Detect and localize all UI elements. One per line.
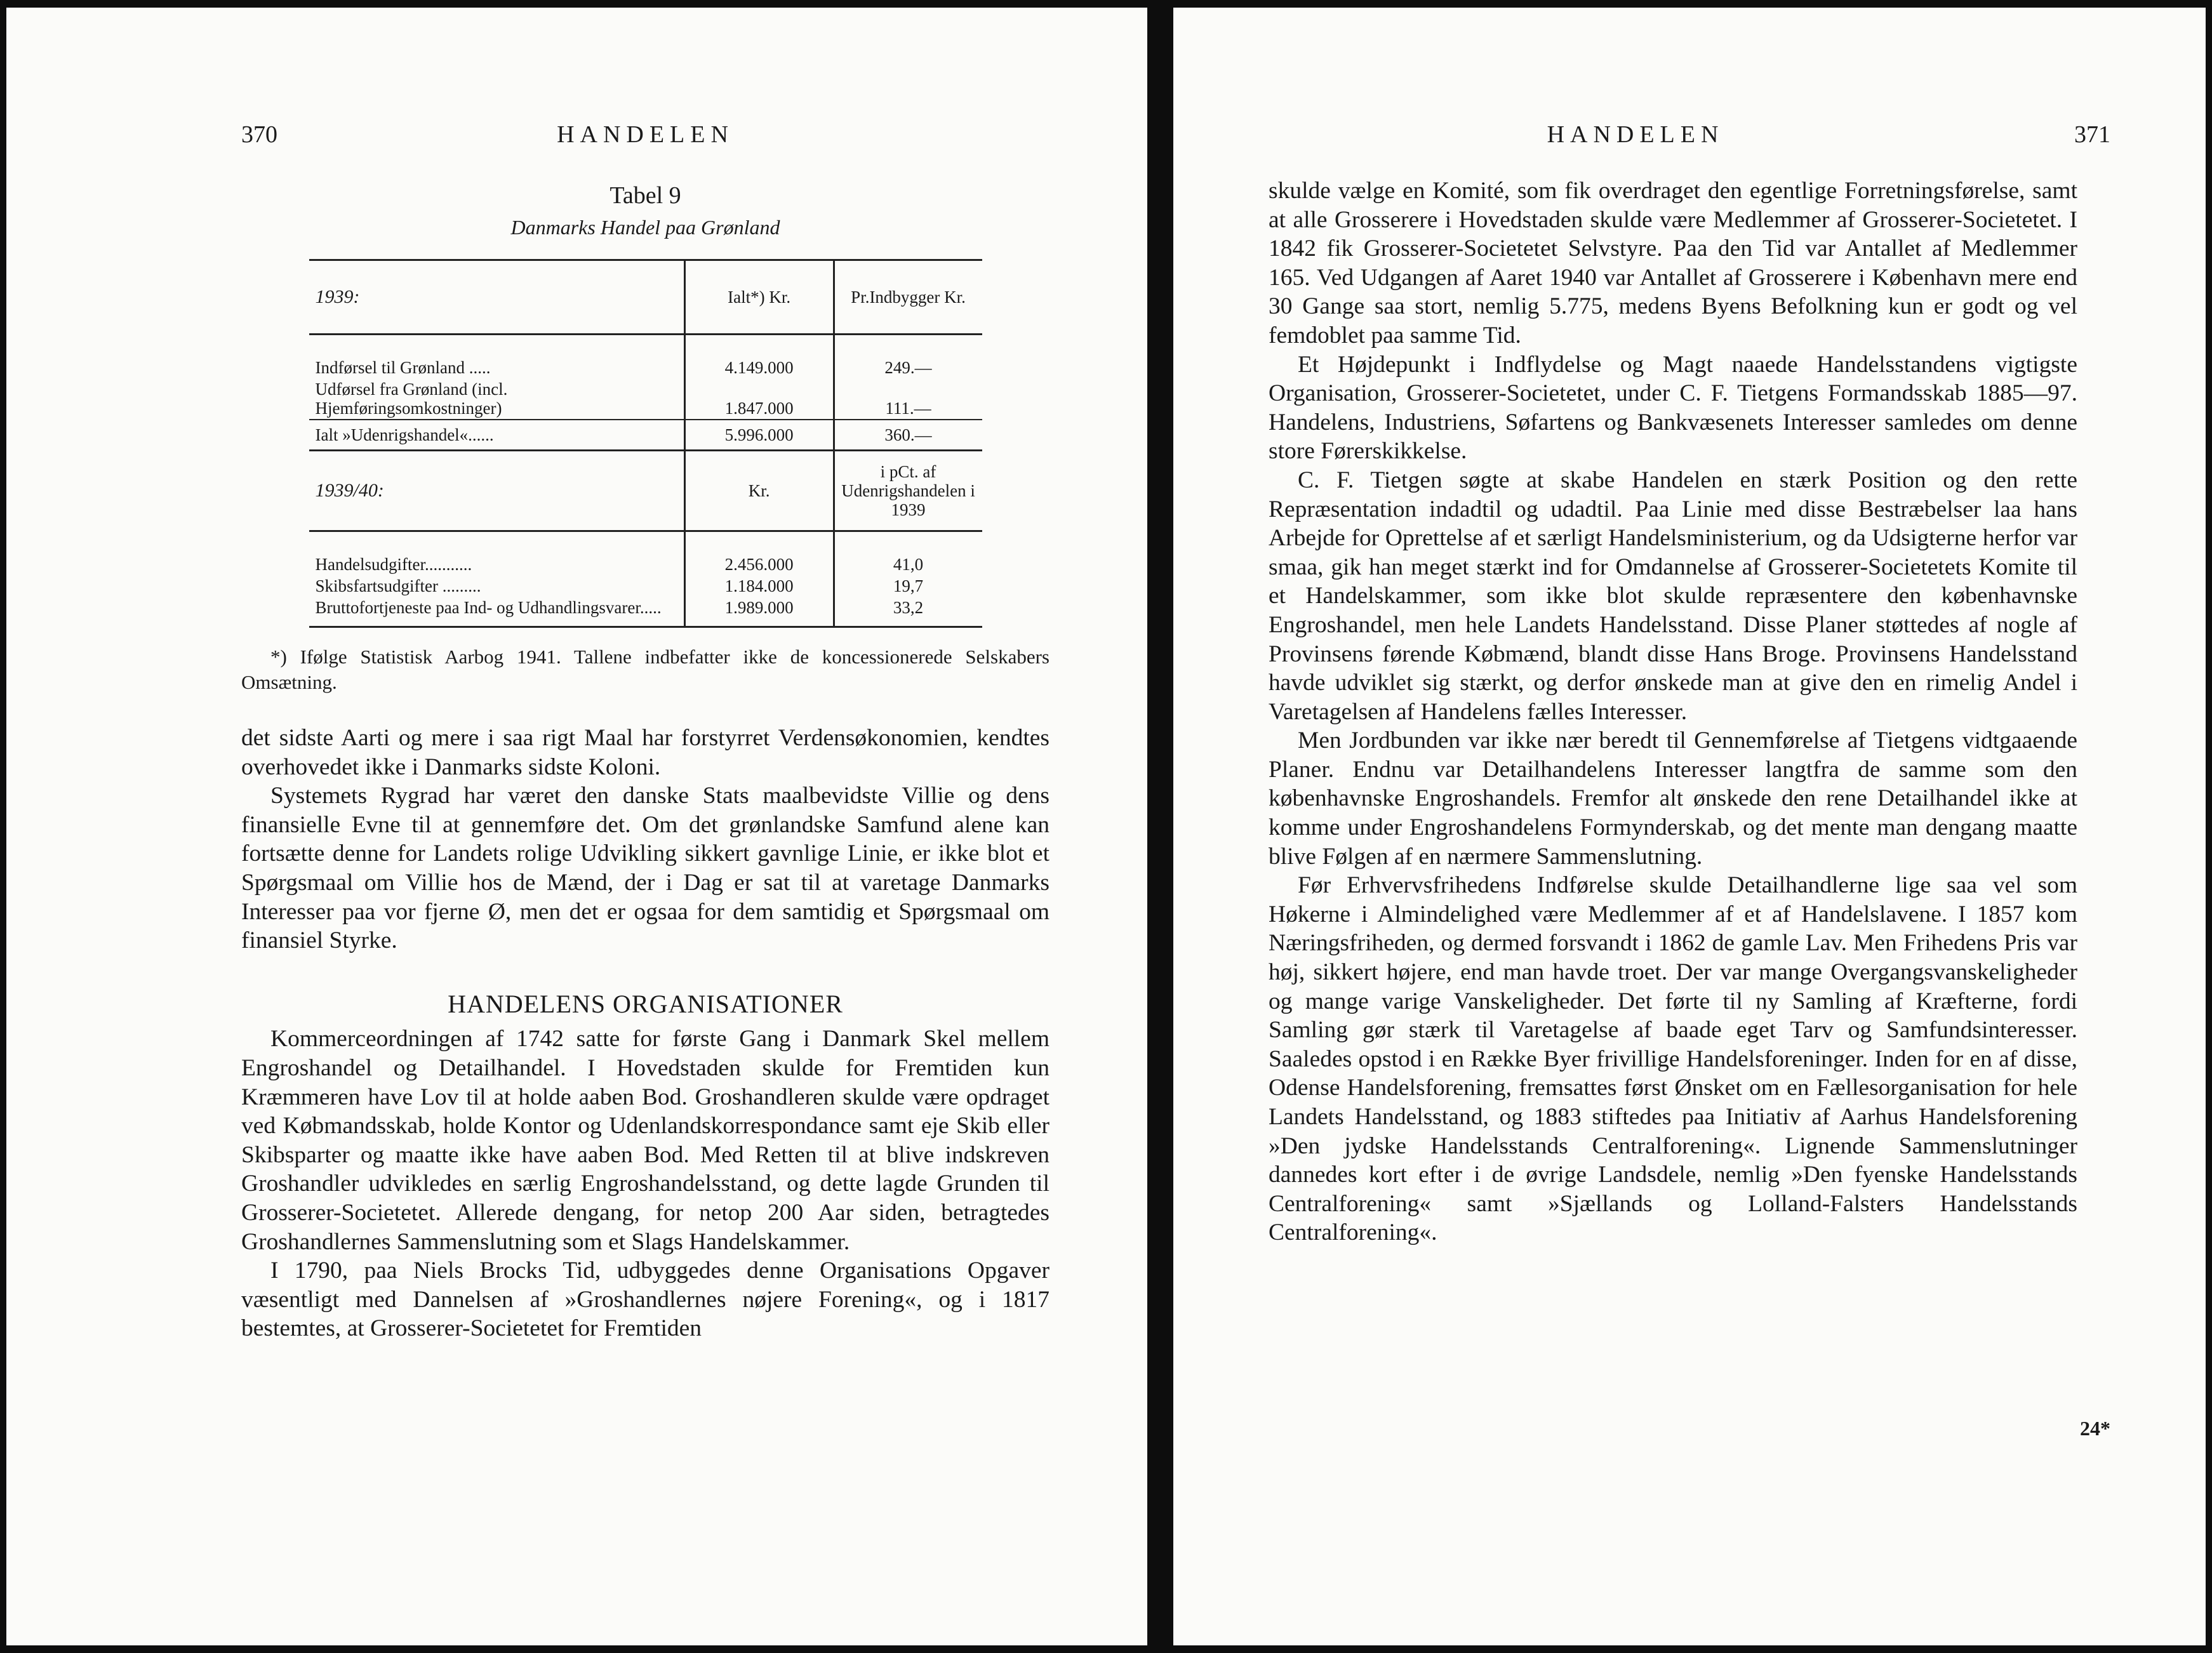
table-row: Indførsel til Grønland ..... 4.149.000 249.—: [309, 357, 982, 378]
paragraph: Kommerceordningen af 1742 satte for første Gang i Danmark Skel mellem Engroshandel og Detailhandel. I Hovedstaden skulde for Fremtiden kun Kræmmeren have Lov til at holde aaben Bod. Groshandleren skulde være opdraget ved Købmandsskab, holde Kontor og Udenlandskorrespondance samt eje Skib eller Skibsparter og maatte ikke have aaben Bod. Med Retten til at blive indskreven Groshandler udvikledes en særlig Engroshandelsstand, og dette lagde Grunden til Grosserer-Societetet. Allerede dengang, for netop 200 Aar siden, betragtedes Groshandlernes Sammenslutning som et Slags Handelskammer.: [241, 1026, 1049, 1255]
table-total-row: Ialt »Udenrigshandel«...... 5.996.000 360.—: [309, 420, 982, 451]
left-body-text: [241, 724, 1049, 1343]
running-title: HANDELEN: [557, 121, 734, 148]
section-label: 1939/40:: [309, 451, 685, 531]
running-head: [1173, 121, 2206, 159]
section-label: 1939:: [309, 260, 685, 335]
paragraph: det sidste Aarti og mere i saa rigt Maal har forstyrret Verdensøkonomien, kendtes overhovedet ikke i Danmarks sidste Koloni.: [241, 725, 1049, 780]
paragraph: C. F. Tietgen søgte at skabe Handelen en stærk Position og den rette Repræsentation indadtil og udadtil. Paa Linie med disse Bestræbelser laa hans Arbejde for Oprettelse af et særligt Handelsministerium, og da Udsigterne herfor var smaa, gik han meget stærkt ind for Omdannelse af Grosserer-Societetets Komite til et Handelskammer, som ikke blot skulde repræsentere den københavnske Engroshandel, men hele Landets Handelsstand. Disse Planer støttedes af nogle af Provinsens førende Købmænd, blandt disse Hans Broge. Provinsens Handelsstand havde udviklet sig stærkt, og derfor ønskede man at give den en rimelig Andel i Varetagelsen af Handelens fælles Interesser.: [1269, 467, 2077, 725]
section-heading: HANDELENS ORGANISATIONER: [448, 989, 843, 1018]
running-head: [6, 121, 1147, 159]
column-header: Kr.: [684, 451, 834, 531]
paragraph: Men Jordbunden var ikke nær beredt til Gennemførelse af Tietgens vidtgaaende Planer. Endnu var Detailhandelens Interesser langtfra de samme som den københavnske Engroshandels. Fremfor alt ønskede den rene Detailhandel ikke at komme under Engroshandelens Formynderskab, og det mente man dengang maatte blive Følgen af en nærmere Sammenslutning.: [1269, 727, 2077, 870]
table-footnote: *) Ifølge Statistisk Aarbog 1941. Tallene indbefatter ikke de koncessionerede Selskabers Omsætning.: [241, 646, 1049, 693]
right-page: [1173, 8, 2206, 1645]
paragraph: skulde vælge en Komité, som fik overdraget den egentlige Forretningsførelse, samt at alle Grosserere i Hovedstaden skulde være Medlemmer af Grosserer-Societetet. I 1842 fik Grosserer-Societetet Selvstyre. Paa den Tid var Antallet af Medlemmer 165. Ved Udgangen af Aaret 1940 var Antallet af Grosserere i København mere end 30 Gange saa stort, nemlig 5.775, medens Byens Befolkning kun er godt og vel femdoblet paa samme Tid.: [1269, 178, 2077, 349]
table-row: Skibsfartsudgifter ......... 1.184.000 19,7: [309, 575, 982, 597]
page-number: 370: [241, 121, 277, 148]
table-header-1939: [309, 260, 982, 335]
table-subcaption: Danmarks Handel paa Grønland: [510, 216, 780, 239]
column-header: Ialt*) Kr.: [684, 260, 834, 335]
table-block: [241, 180, 1049, 695]
page-number: 371: [2074, 121, 2110, 148]
signature-mark: 24*: [2080, 1417, 2110, 1440]
column-header: Pr.Indbygger Kr.: [834, 260, 982, 335]
paragraph: I 1790, paa Niels Brocks Tid, udbyggedes denne Organisations Opgaver væsentligt med Dannelsen af »Groshandlernes nøjere Forening«, og i 1817 bestemtes, at Grosserer-Societetet for Fremtiden: [241, 1258, 1049, 1342]
right-body-text: [1269, 176, 2077, 1247]
paragraph: Før Erhvervsfrihedens Indførelse skulde Detailhandlerne lige saa vel som Høkerne i Almindelighed være Medlemmer af et af Handelslavene. I 1857 kom Næringsfriheden, og dermed forsvandt i 1862 de gamle Lav. Men Frihedens Pris var høj, sikkert højere, end man havde troet. Der var mange Overgangsvanskeligheder og mange varige Vanskeligheder. Det førte til ny Samling af Kræfterne, fordi Samling gør stærk til Varetagelse af baade eget Tarv og Samfundsinteresser. Saaledes opstod i en Række Byer frivillige Handelsforeninger. Inden for en af disse, Odense Handelsforening, fremsattes først Ønsket om en Fællesorganisation for hele Landets Handelsstand, og 1883 stiftedes paa Initiativ af Aarhus Handelsforening »Den jydske Handelsstands Centralforening«. Lignende Sammenslutninger dannedes kort efter i de øvrige Landsdele, nemlig »Den fyenske Handelsstands Centralforening« samt »Sjællands og Lolland-Falsters Handelsstands Centralforening«.: [1269, 872, 2077, 1246]
table-header-1939-40: [309, 451, 982, 531]
table-caption: Tabel 9: [610, 182, 681, 209]
paragraph: Systemets Rygrad har været den danske Stats maalbevidste Villie og dens finansielle Evne til at gennemføre det. Om det grønlandske Samfund alene kan fortsætte denne for Landets rolige Udvikling sikkert gavnlige Linie, er ikke blot et Spørgsmaal om Villie hos de Mænd, der i Dag er sat til at varetage Danmarks Interesser paa vor fjerne Ø, men det er ogsaa for dem samtidig et Spørgsmaal om finansiel Styrke.: [241, 783, 1049, 954]
left-page: [6, 8, 1147, 1645]
table-row: Bruttofortjeneste paa Ind- og Udhandlingsvarer..... 1.989.000 33,2: [309, 597, 982, 627]
table-row: Handelsudgifter........... 2.456.000 41,0: [309, 554, 982, 575]
paragraph: Et Højdepunkt i Indflydelse og Magt naaede Handelsstandens vigtigste Organisation, Grosserer-Societetet, under C. F. Tietgens Formandsskab 1885—97. Handelens, Industriens, Søfartens og Bankvæsenets Interesser samledes om denne store Førerskikkelse.: [1269, 351, 2077, 465]
running-title: HANDELEN: [1547, 121, 1724, 148]
stat-table: [309, 259, 982, 628]
column-header: i pCt. af Udenrigshandelen i 1939: [834, 451, 982, 531]
table-row: Udførsel fra Grønland (incl. Hjemføringsomkostninger) 1.847.000 111.—: [309, 378, 982, 420]
